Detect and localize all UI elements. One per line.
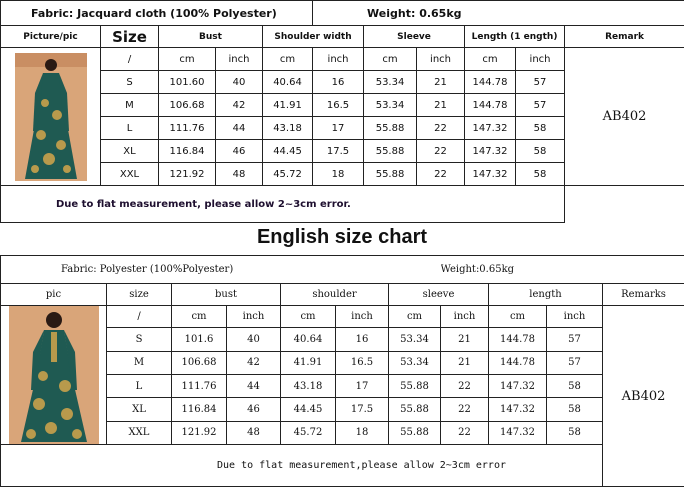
cell: 16.5: [313, 94, 364, 117]
measurement-note: Due to flat measurement, please allow 2~3cm error.: [1, 186, 565, 223]
top-size-chart: [0, 0, 684, 223]
cell: 121.92: [172, 421, 227, 444]
fabric-label: Fabric: Polyester (100%Polyester): [1, 256, 441, 284]
remark-value: AB402: [603, 306, 684, 487]
cell: 57: [547, 328, 603, 351]
cell: 55.88: [364, 163, 417, 186]
unit-cell: inch: [516, 48, 565, 71]
header-sleeve: Sleeve: [364, 26, 465, 48]
cell: 111.76: [159, 117, 216, 140]
cell: 21: [441, 328, 489, 351]
product-photo: [1, 48, 101, 186]
cell: XL: [107, 398, 172, 421]
cell: S: [107, 328, 172, 351]
cell: 21: [417, 71, 465, 94]
cell: 147.32: [489, 398, 547, 421]
cell: 147.32: [465, 140, 516, 163]
units-row: [1, 306, 684, 328]
cell: 44.45: [263, 140, 313, 163]
cell: 55.88: [389, 398, 441, 421]
cell: 21: [441, 351, 489, 374]
header-sleeve: sleeve: [389, 284, 489, 306]
measurement-note: Due to flat measurement,please allow 2~3cm error: [1, 445, 603, 487]
header-size: Size: [101, 26, 159, 48]
cell: 101.6: [172, 328, 227, 351]
cell: 40: [227, 328, 281, 351]
cell: 147.32: [489, 374, 547, 397]
cell: 17.5: [336, 398, 389, 421]
cell: 144.78: [465, 71, 516, 94]
cell: S: [101, 71, 159, 94]
cell: 22: [441, 398, 489, 421]
cell: 22: [441, 374, 489, 397]
unit-cell: cm: [489, 306, 547, 328]
cell: 48: [216, 163, 263, 186]
cell: 147.32: [465, 163, 516, 186]
unit-cell: cm: [263, 48, 313, 71]
header-bust: bust: [172, 284, 281, 306]
cell: 111.76: [172, 374, 227, 397]
cell: XXL: [101, 163, 159, 186]
header-remarks: Remarks: [603, 284, 684, 306]
cell: 17: [336, 374, 389, 397]
cell: 40: [216, 71, 263, 94]
cell: 40.64: [281, 328, 336, 351]
cell: 46: [227, 398, 281, 421]
header-length: Length (1 ength): [465, 26, 565, 48]
cell: M: [107, 351, 172, 374]
unit-cell: /: [107, 306, 172, 328]
remark-value: AB402: [565, 48, 684, 186]
cell: 147.32: [465, 117, 516, 140]
cell: 144.78: [489, 351, 547, 374]
unit-cell: cm: [159, 48, 216, 71]
cell: 53.34: [389, 351, 441, 374]
product-photo: [1, 306, 107, 445]
cell: L: [101, 117, 159, 140]
header-shoulder: shoulder: [281, 284, 389, 306]
unit-cell: inch: [313, 48, 364, 71]
cell: XL: [101, 140, 159, 163]
cell: 18: [313, 163, 364, 186]
cell: L: [107, 374, 172, 397]
cell: 58: [547, 421, 603, 444]
cell: 16: [336, 328, 389, 351]
unit-cell: inch: [441, 306, 489, 328]
cell: 22: [441, 421, 489, 444]
cell: 53.34: [364, 71, 417, 94]
unit-cell: inch: [417, 48, 465, 71]
cell: 43.18: [281, 374, 336, 397]
cell: 144.78: [465, 94, 516, 117]
cell: 44: [227, 374, 281, 397]
cell: 147.32: [489, 421, 547, 444]
cell: 144.78: [489, 328, 547, 351]
weight-label: Weight: 0.65kg: [313, 1, 684, 26]
cell: 106.68: [172, 351, 227, 374]
cell: 57: [547, 351, 603, 374]
cell: 106.68: [159, 94, 216, 117]
header-shoulder: Shoulder width: [263, 26, 364, 48]
cell: 58: [516, 140, 565, 163]
unit-cell: inch: [336, 306, 389, 328]
header-remark: Remark: [565, 26, 684, 48]
cell: 58: [547, 374, 603, 397]
cell: 22: [417, 117, 465, 140]
cell: 53.34: [389, 328, 441, 351]
cell: 18: [336, 421, 389, 444]
cell: 46: [216, 140, 263, 163]
unit-cell: cm: [281, 306, 336, 328]
cell: 16: [313, 71, 364, 94]
header-length: length: [489, 284, 603, 306]
cell: 58: [516, 163, 565, 186]
cell: 44: [216, 117, 263, 140]
bottom-size-chart: [0, 255, 684, 487]
cell: 16.5: [336, 351, 389, 374]
cell: 41.91: [263, 94, 313, 117]
cell: 21: [417, 94, 465, 117]
cell: 17: [313, 117, 364, 140]
cell: 58: [516, 117, 565, 140]
cell: 45.72: [281, 421, 336, 444]
cell: 57: [516, 94, 565, 117]
cell: 116.84: [159, 140, 216, 163]
cell: 116.84: [172, 398, 227, 421]
header-picture: Picture/pic: [1, 26, 101, 48]
cell: 43.18: [263, 117, 313, 140]
cell: 55.88: [389, 374, 441, 397]
header-bust: Bust: [159, 26, 263, 48]
unit-cell: inch: [547, 306, 603, 328]
dress-image: [15, 53, 87, 181]
cell: 55.88: [364, 117, 417, 140]
unit-cell: inch: [216, 48, 263, 71]
cell: 42: [227, 351, 281, 374]
dress-image: [9, 306, 99, 444]
unit-cell: inch: [227, 306, 281, 328]
cell: 45.72: [263, 163, 313, 186]
cell: 22: [417, 163, 465, 186]
cell: 121.92: [159, 163, 216, 186]
cell: 101.60: [159, 71, 216, 94]
english-size-chart-title: English size chart: [256, 226, 428, 248]
cell: 41.91: [281, 351, 336, 374]
cell: XXL: [107, 421, 172, 444]
unit-cell: /: [101, 48, 159, 71]
cell: M: [101, 94, 159, 117]
cell: 55.88: [389, 421, 441, 444]
cell: 57: [516, 71, 565, 94]
unit-cell: cm: [172, 306, 227, 328]
cell: 40.64: [263, 71, 313, 94]
cell: 42: [216, 94, 263, 117]
cell: 53.34: [364, 94, 417, 117]
unit-cell: cm: [389, 306, 441, 328]
cell: 44.45: [281, 398, 336, 421]
weight-label: Weight:0.65kg: [441, 256, 684, 284]
unit-cell: cm: [364, 48, 417, 71]
fabric-label: Fabric: Jacquard cloth (100% Polyester): [1, 1, 313, 26]
cell: 55.88: [364, 140, 417, 163]
unit-cell: cm: [465, 48, 516, 71]
cell: 48: [227, 421, 281, 444]
units-row: [1, 48, 684, 71]
cell: 58: [547, 398, 603, 421]
cell: 17.5: [313, 140, 364, 163]
cell: 22: [417, 140, 465, 163]
header-size: size: [107, 284, 172, 306]
header-pic: pic: [1, 284, 107, 306]
